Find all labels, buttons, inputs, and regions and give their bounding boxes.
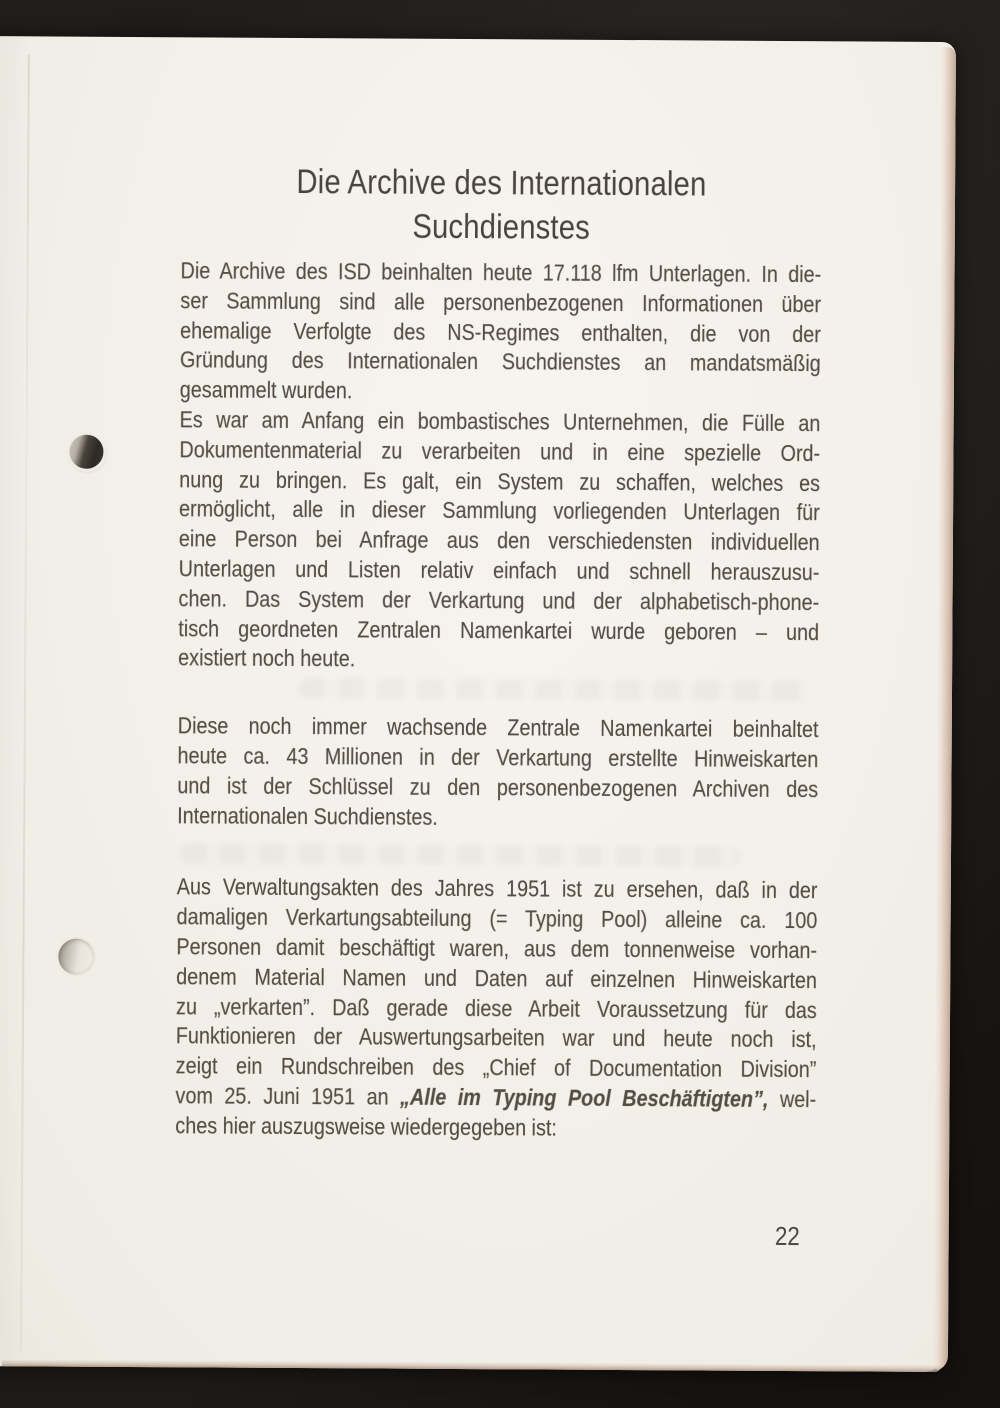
- body-text-segment: Personen damit beschäftigt waren, aus dem tonnenweise vorhan-: [176, 933, 818, 964]
- body-text-segment: und ist der Schlüssel zu den personenbezogenen Archiven des: [177, 772, 819, 802]
- body-text-segment: gesammelt wurden.: [179, 376, 353, 404]
- body-text-segment: Gründung des Internationalen Suchdienstes an mandatsmäßig: [179, 346, 821, 377]
- body-text-segment: ser Sammlung sind alle personenbezogenen Informationen über: [180, 287, 822, 318]
- page-title: [181, 159, 822, 251]
- body-text-line: [178, 711, 819, 745]
- body-text-line: [176, 992, 817, 1026]
- body-text-line: [178, 644, 819, 678]
- page-edge-bottom: [2, 1359, 942, 1372]
- paragraph: [180, 256, 822, 409]
- body-text-segment: vom 25. Juni 1951 an: [175, 1082, 401, 1110]
- body-text-line: [176, 1022, 817, 1056]
- book-page: [0, 36, 956, 1372]
- body-text-segment: zu „verkarten”. Daß gerade diese Arbeit Voraussetzung für das: [176, 992, 817, 1023]
- page-title-line2: Suchdienstes: [412, 207, 591, 247]
- body-text-line: [180, 375, 821, 409]
- printed-content: [175, 37, 822, 1252]
- body-text-segment: ehemalige Verfolgte des NS-Regimes enthalten, die von der: [180, 316, 821, 347]
- body-text-segment: Die Archive des ISD beinhalten heute 17.118 lfm Unterlagen. In die-: [180, 257, 822, 288]
- body-text-segment: wel-: [768, 1085, 817, 1113]
- body-text-segment: tisch geordneten Zentralen Namenkartei wurde geboren – und: [178, 614, 820, 645]
- emphasized-text: „Alle im Typing Pool Beschäftigten”,: [400, 1083, 769, 1112]
- page-title-line1: Die Archive des Internationalen: [296, 162, 707, 204]
- body-text-segment: heute ca. 43 Millionen in der Verkartung erstellte Hinweiskarten: [177, 742, 819, 773]
- body-text-segment: chen. Das System der Verkartung und der alphabetisch-phone-: [178, 585, 820, 615]
- body-text-segment: denem Material Namen und Daten auf einzelnen Hinweiskarten: [176, 963, 818, 993]
- body-text-segment: Unterlagen und Listen relativ einfach und schnell herauszusu-: [178, 555, 820, 586]
- body-text-segment: existiert noch heute.: [178, 644, 356, 672]
- body-text-line: [180, 256, 821, 290]
- body-text-line: [178, 741, 819, 775]
- body-text-segment: nung zu bringen. Es galt, ein System zu schaffen, welches es: [179, 465, 821, 496]
- body-text-line: [180, 316, 821, 350]
- body-text-line: [179, 554, 820, 588]
- body-text-line: [179, 495, 820, 529]
- body-text-line: [178, 584, 819, 618]
- body-text-line: [177, 801, 818, 835]
- body-text-line: [176, 932, 817, 966]
- body-text-line: [180, 286, 821, 320]
- punch-hole-top: [69, 435, 103, 469]
- page-edge-right: [933, 47, 956, 1371]
- body-text-line: [178, 614, 819, 648]
- paragraph: [175, 873, 817, 1145]
- paragraph: [178, 405, 820, 677]
- body-text-line: [176, 1051, 817, 1085]
- body-text-segment: Aus Verwaltungsakten des Jahres 1951 ist zu ersehen, daß in der: [176, 873, 818, 904]
- body-text-segment: Internationalen Suchdienstes.: [177, 801, 438, 830]
- bleedthrough-band: [298, 678, 811, 701]
- body-text-line: [176, 962, 817, 996]
- body-text-segment: Diese noch immer wachsende Zentrale Namenkartei beinhaltet: [177, 712, 819, 743]
- body-text-segment: Dokumentenmaterial zu verarbeiten und in eine spezielle Ord-: [179, 436, 821, 466]
- bleedthrough-band: [180, 843, 739, 866]
- body-text-segment: zeigt ein Rundschreiben des „Chief of Documentation Division”: [175, 1052, 817, 1083]
- body-text-line: [177, 771, 818, 805]
- body-text-segment: Funktionieren der Auswertungsarbeiten war und heute noch ist,: [175, 1022, 817, 1053]
- body-text-line: [177, 873, 818, 907]
- body-text-line: [175, 1111, 816, 1145]
- body-text-segment: ermöglicht, alle in dieser Sammlung vorliegenden Unterlagen für: [179, 495, 820, 526]
- body-text-segment: damaligen Verkartungsabteilung (= Typing Pool) alleine ca. 100: [176, 903, 818, 934]
- body-text-line: [180, 346, 821, 380]
- body-text-segment: Es war am Anfang ein bombastisches Unternehmen, die Fülle an: [179, 406, 821, 437]
- body-text-line: [180, 405, 821, 439]
- punch-hole-bottom: [58, 939, 94, 975]
- page-number: 22: [774, 1220, 800, 1252]
- body-text-line: [179, 524, 820, 558]
- body-text-line: [179, 465, 820, 499]
- body-text-line: [179, 435, 820, 469]
- body-text-line: [177, 902, 818, 936]
- body-text-segment: ches hier auszugsweise wiedergegeben ist:: [175, 1111, 557, 1141]
- paragraph: [177, 711, 818, 834]
- body-text-segment: eine Person bei Anfrage aus den verschiedensten individuellen: [178, 525, 820, 556]
- body-text-line: [175, 1081, 816, 1115]
